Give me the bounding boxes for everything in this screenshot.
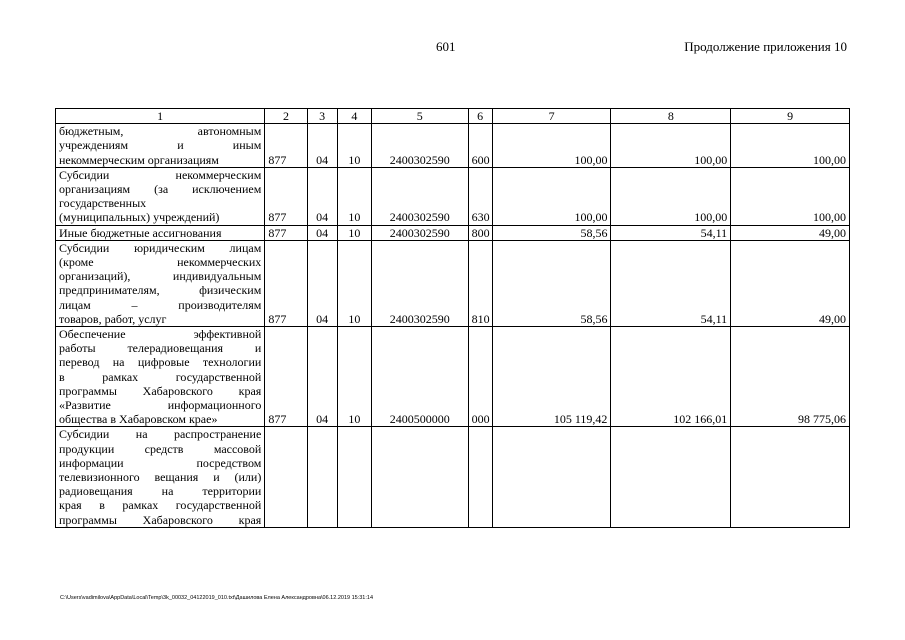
description-line: предпринимателям, физическим <box>59 283 262 298</box>
code-cell: 2400302590 <box>371 225 468 240</box>
column-header: 4 <box>337 109 371 124</box>
column-header: 3 <box>307 109 337 124</box>
code-cell <box>307 427 337 527</box>
code-cell: 877 <box>265 225 307 240</box>
description-line: Обеспечение эффективной <box>59 327 262 342</box>
amount-cell: 49,00 <box>731 240 850 326</box>
code-cell <box>337 427 371 527</box>
file-path-footer: C:\Users\vadimilova\AppData\Local\Temp\3k_00032_04122019_010.txt\Дашилова Елена Александровна\06.12.2019 15:31:14 <box>60 595 373 601</box>
description-line: Иные бюджетные ассигнования <box>59 225 222 240</box>
code-cell: 877 <box>265 240 307 326</box>
code-cell: 2400500000 <box>371 327 468 427</box>
amount-cell: 105 119,42 <box>492 327 611 427</box>
description-line: товаров, работ, услуг <box>59 311 167 326</box>
column-header: 8 <box>611 109 731 124</box>
description-line: «Развитие информационного <box>59 398 262 413</box>
amount-cell: 102 166,01 <box>611 327 731 427</box>
code-cell: 877 <box>265 327 307 427</box>
code-cell: 600 <box>468 124 492 168</box>
description-line: края в рамках государственной <box>59 498 262 513</box>
description-line: телевизионного вещания и (или) <box>59 470 262 485</box>
description-line: (муниципальных) учреждений) <box>59 210 220 225</box>
code-cell: 877 <box>265 167 307 225</box>
code-cell: 10 <box>337 327 371 427</box>
table-header-row <box>56 109 850 124</box>
code-cell: 10 <box>337 124 371 168</box>
amount-cell: 54,11 <box>611 225 731 240</box>
description-line: Субсидии на распространение <box>59 427 262 442</box>
amount-cell: 58,56 <box>492 240 611 326</box>
row-description <box>56 124 265 168</box>
appendix-continuation-note: Продолжение приложения 10 <box>684 39 847 54</box>
code-cell: 2400302590 <box>371 240 468 326</box>
row-description <box>56 327 265 427</box>
code-cell: 800 <box>468 225 492 240</box>
amount-cell: 100,00 <box>611 124 731 168</box>
amount-cell: 100,00 <box>611 167 731 225</box>
table-row <box>56 240 850 326</box>
description-line: программы Хабаровского края <box>59 512 262 527</box>
row-description <box>56 240 265 326</box>
description-line: (кроме некоммерческих <box>59 255 262 270</box>
description-line: общества в Хабаровском крае» <box>59 412 218 427</box>
column-header: 7 <box>492 109 611 124</box>
description-line: перевод на цифровые технологии <box>59 355 262 370</box>
amount-cell: 100,00 <box>731 167 850 225</box>
code-cell: 04 <box>307 167 337 225</box>
amount-cell: 100,00 <box>492 124 611 168</box>
amount-cell: 100,00 <box>492 167 611 225</box>
code-cell: 04 <box>307 327 337 427</box>
row-description <box>56 427 265 527</box>
amount-cell: 98 775,06 <box>731 327 850 427</box>
description-line: информации посредством <box>59 455 262 470</box>
description-line: некоммерческим организациям <box>59 152 219 167</box>
row-description <box>56 225 265 240</box>
code-cell <box>371 427 468 527</box>
code-cell <box>265 427 307 527</box>
description-line: организациям (за исключением <box>59 182 262 197</box>
code-cell <box>468 427 492 527</box>
column-header: 6 <box>468 109 492 124</box>
description-line: работы телерадиовещания и <box>59 341 262 356</box>
amount-cell: 58,56 <box>492 225 611 240</box>
amount-cell: 49,00 <box>731 225 850 240</box>
description-line: Субсидии некоммерческим <box>59 167 262 182</box>
description-line: государственных <box>59 196 147 211</box>
table-row <box>56 167 850 225</box>
description-line: Субсидии юридическим лицам <box>59 240 262 255</box>
description-line: продукции средств массовой <box>59 441 262 456</box>
code-cell: 04 <box>307 225 337 240</box>
description-line: бюджетным, автономным <box>59 124 262 139</box>
table-row <box>56 427 850 527</box>
code-cell: 000 <box>468 327 492 427</box>
table-row <box>56 124 850 168</box>
amount-cell <box>492 427 611 527</box>
amount-cell: 54,11 <box>611 240 731 326</box>
code-cell: 2400302590 <box>371 167 468 225</box>
code-cell: 10 <box>337 225 371 240</box>
amount-cell <box>731 427 850 527</box>
amount-cell: 100,00 <box>731 124 850 168</box>
table-row <box>56 225 850 240</box>
column-header: 2 <box>265 109 307 124</box>
code-cell: 877 <box>265 124 307 168</box>
code-cell: 630 <box>468 167 492 225</box>
code-cell: 04 <box>307 124 337 168</box>
amount-cell <box>611 427 731 527</box>
description-line: программы Хабаровского края <box>59 383 262 398</box>
description-line: радиовещания на территории <box>59 484 262 499</box>
column-header: 5 <box>371 109 468 124</box>
row-description <box>56 167 265 225</box>
table-body <box>56 124 850 528</box>
code-cell: 04 <box>307 240 337 326</box>
description-line: лицам – производителям <box>59 297 262 312</box>
code-cell: 10 <box>337 167 371 225</box>
column-header: 9 <box>731 109 850 124</box>
budget-table <box>55 108 850 528</box>
table-row <box>56 327 850 427</box>
description-line: организаций), индивидуальным <box>59 269 262 284</box>
column-header: 1 <box>56 109 265 124</box>
page-number: 601 <box>436 39 456 54</box>
code-cell: 2400302590 <box>371 124 468 168</box>
code-cell: 810 <box>468 240 492 326</box>
description-line: в рамках государственной <box>59 369 262 384</box>
description-line: учреждениям и иным <box>59 138 262 153</box>
code-cell: 10 <box>337 240 371 326</box>
